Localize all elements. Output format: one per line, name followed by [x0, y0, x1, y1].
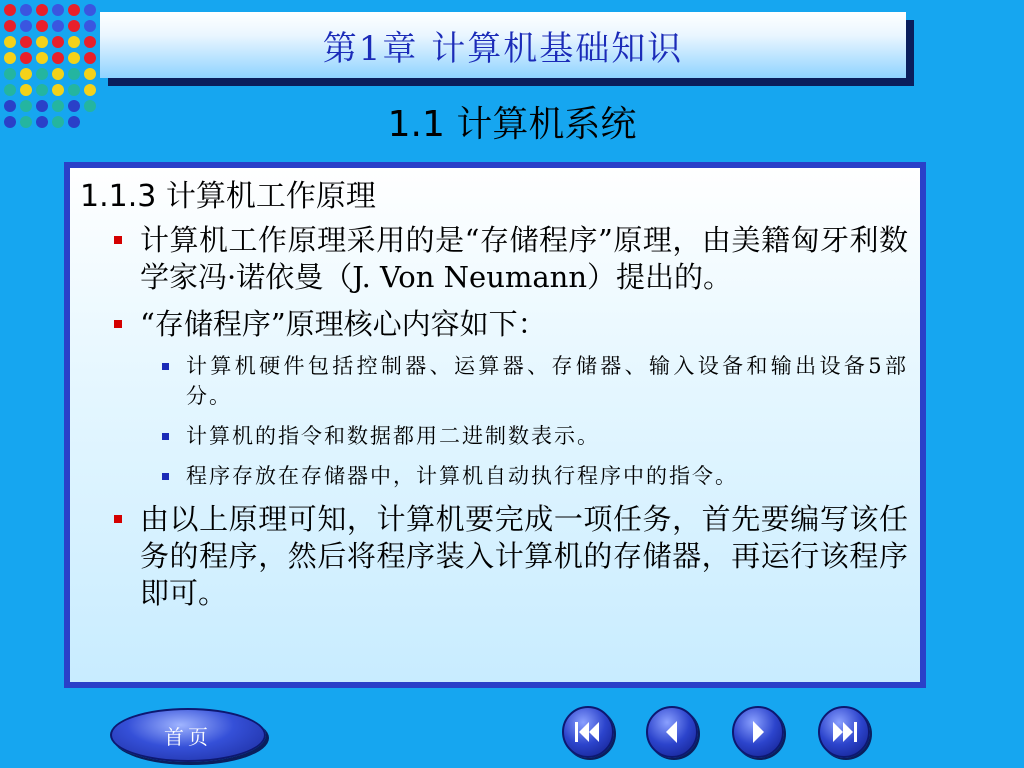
- decorative-dot: [36, 52, 48, 64]
- bullet-marker: [114, 515, 122, 523]
- sub-list-item-text: 程序存放在存储器中，计算机自动执行程序中的指令。: [186, 464, 738, 488]
- list-item: [140, 306, 908, 491]
- decorative-dot: [20, 4, 32, 16]
- bullet-list: [80, 222, 908, 612]
- decorative-dot: [52, 68, 64, 80]
- decorative-dot: [20, 84, 32, 96]
- decorative-dot: [4, 20, 16, 32]
- list-item-text: 由以上原理可知，计算机要完成一项任务，首先要编写该任务的程序，然后将程序装入计算机的存储器，再运行该程序即可。: [140, 502, 908, 610]
- list-item-text: “存储程序”原理核心内容如下：: [140, 307, 547, 341]
- decorative-dot: [68, 52, 80, 64]
- decorative-dot: [68, 20, 80, 32]
- decorative-dot: [68, 84, 80, 96]
- home-button-label: 首页: [164, 724, 212, 749]
- last-page-button[interactable]: [818, 706, 870, 758]
- sub-bullet-marker: [162, 473, 169, 480]
- decorative-dot: [20, 36, 32, 48]
- previous-page-button[interactable]: [646, 706, 698, 758]
- decorative-dot: [52, 20, 64, 32]
- sub-list-item: [186, 461, 908, 491]
- sub-list-item: [186, 421, 908, 451]
- decorative-dot: [20, 68, 32, 80]
- first-page-button[interactable]: [562, 706, 614, 758]
- next-page-button[interactable]: [732, 706, 784, 758]
- sub-list-item: [186, 351, 908, 411]
- decorative-dot: [84, 36, 96, 48]
- decorative-dot: [4, 36, 16, 48]
- sub-bullet-marker: [162, 433, 169, 440]
- decorative-dot: [52, 84, 64, 96]
- decorative-dot: [20, 20, 32, 32]
- decorative-dot: [36, 4, 48, 16]
- last-page-icon: [820, 708, 868, 756]
- sub-bullet-marker: [162, 363, 169, 370]
- first-page-icon: [564, 708, 612, 756]
- decorative-dot: [4, 4, 16, 16]
- decorative-dot: [84, 84, 96, 96]
- decorative-dot: [4, 84, 16, 96]
- decorative-dot: [4, 52, 16, 64]
- decorative-dot: [4, 68, 16, 80]
- next-page-icon: [734, 708, 782, 756]
- chapter-header: [100, 12, 906, 78]
- decorative-dot: [84, 20, 96, 32]
- section-title: 1.1 计算机系统: [387, 104, 637, 145]
- previous-page-icon: [648, 708, 696, 756]
- bullet-marker: [114, 236, 122, 244]
- decorative-dot: [36, 20, 48, 32]
- decorative-dot: [36, 36, 48, 48]
- decorative-dot: [84, 4, 96, 16]
- list-item-text: 计算机工作原理采用的是“存储程序”原理，由美籍匈牙利数学家冯·诺依曼（J. Von Neumann）提出的。: [140, 223, 908, 294]
- sub-bullet-list: [140, 351, 908, 491]
- decorative-dot: [84, 52, 96, 64]
- decorative-dot: [52, 52, 64, 64]
- chapter-title: 第1章 计算机基础知识: [322, 28, 684, 69]
- list-item: [140, 222, 908, 296]
- decorative-dot: [36, 84, 48, 96]
- subsection-title: 1.1.3 计算机工作原理: [80, 179, 376, 214]
- decorative-dot: [52, 4, 64, 16]
- decorative-dot: [68, 68, 80, 80]
- decorative-dot: [52, 36, 64, 48]
- decorative-dot: [36, 68, 48, 80]
- content-panel: [70, 168, 920, 682]
- sub-list-item-text: 计算机硬件包括控制器、运算器、存储器、输入设备和输出设备5部分。: [186, 354, 908, 408]
- home-button[interactable]: [110, 708, 266, 762]
- decorative-dot: [20, 52, 32, 64]
- decorative-dot: [84, 68, 96, 80]
- sub-list-item-text: 计算机的指令和数据都用二进制数表示。: [186, 424, 600, 448]
- decorative-dot: [68, 4, 80, 16]
- decorative-dot: [68, 36, 80, 48]
- bullet-marker: [114, 320, 122, 328]
- list-item: [140, 501, 908, 612]
